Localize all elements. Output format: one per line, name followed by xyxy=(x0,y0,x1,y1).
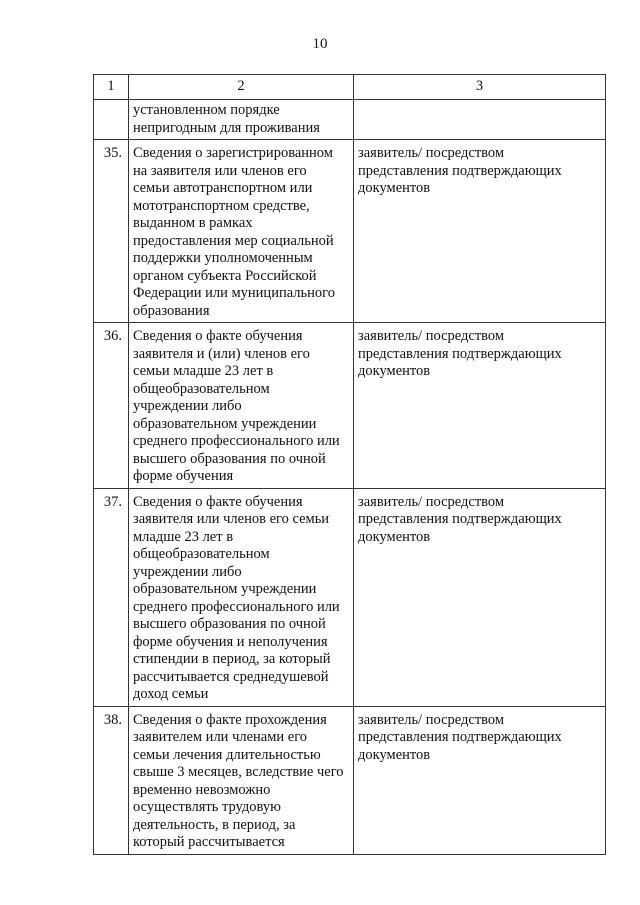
row-description: Сведения о факте прохождения заявителем или членами его семьи лечения длительностью свыше 3 месяцев, вследствие чего временно невозможно осуществлять трудовую деятельность, в период, за который рассчитывается xyxy=(129,706,354,854)
documents-table xyxy=(93,74,606,855)
row-number xyxy=(94,100,129,140)
row-number: 36. xyxy=(94,323,129,489)
table-row xyxy=(94,323,606,489)
table-row xyxy=(94,100,606,140)
row-number: 38. xyxy=(94,706,129,854)
row-description: Сведения о факте обучения заявителя или членов его семьи младше 23 лет в общеобразовательном учреждении либо образовательном учреждении среднего профессионального или высшего образования по очной форме обучения и неполучения стипендии в период, за который рассчитывается среднедушевой доход семьи xyxy=(129,488,354,706)
table-row xyxy=(94,706,606,854)
row-source: заявитель/ посредством представления подтверждающих документов xyxy=(354,488,606,706)
row-source: заявитель/ посредством представления подтверждающих документов xyxy=(354,140,606,323)
header-col-3: 3 xyxy=(354,75,606,100)
table-header-row xyxy=(94,75,606,100)
row-number: 35. xyxy=(94,140,129,323)
row-source xyxy=(354,100,606,140)
row-description: Сведения о факте обучения заявителя и (или) членов его семьи младше 23 лет в общеобразовательном учреждении либо образовательном учреждении среднего профессионального или высшего образования по очной форме обучения xyxy=(129,323,354,489)
header-col-1: 1 xyxy=(94,75,129,100)
row-description: Сведения о зарегистрированном на заявителя или членов его семьи автотранспортном или мототранспортном средстве, выданном в рамках предоставления мер социальной поддержки уполномоченным органом субъекта Российской Федерации или муниципального образования xyxy=(129,140,354,323)
table-row xyxy=(94,488,606,706)
row-description: установленном порядке непригодным для проживания xyxy=(129,100,354,140)
page-number: 10 xyxy=(312,36,328,52)
row-source: заявитель/ посредством представления подтверждающих документов xyxy=(354,323,606,489)
row-source: заявитель/ посредством представления подтверждающих документов xyxy=(354,706,606,854)
table-row xyxy=(94,140,606,323)
row-number: 37. xyxy=(94,488,129,706)
header-col-2: 2 xyxy=(129,75,354,100)
